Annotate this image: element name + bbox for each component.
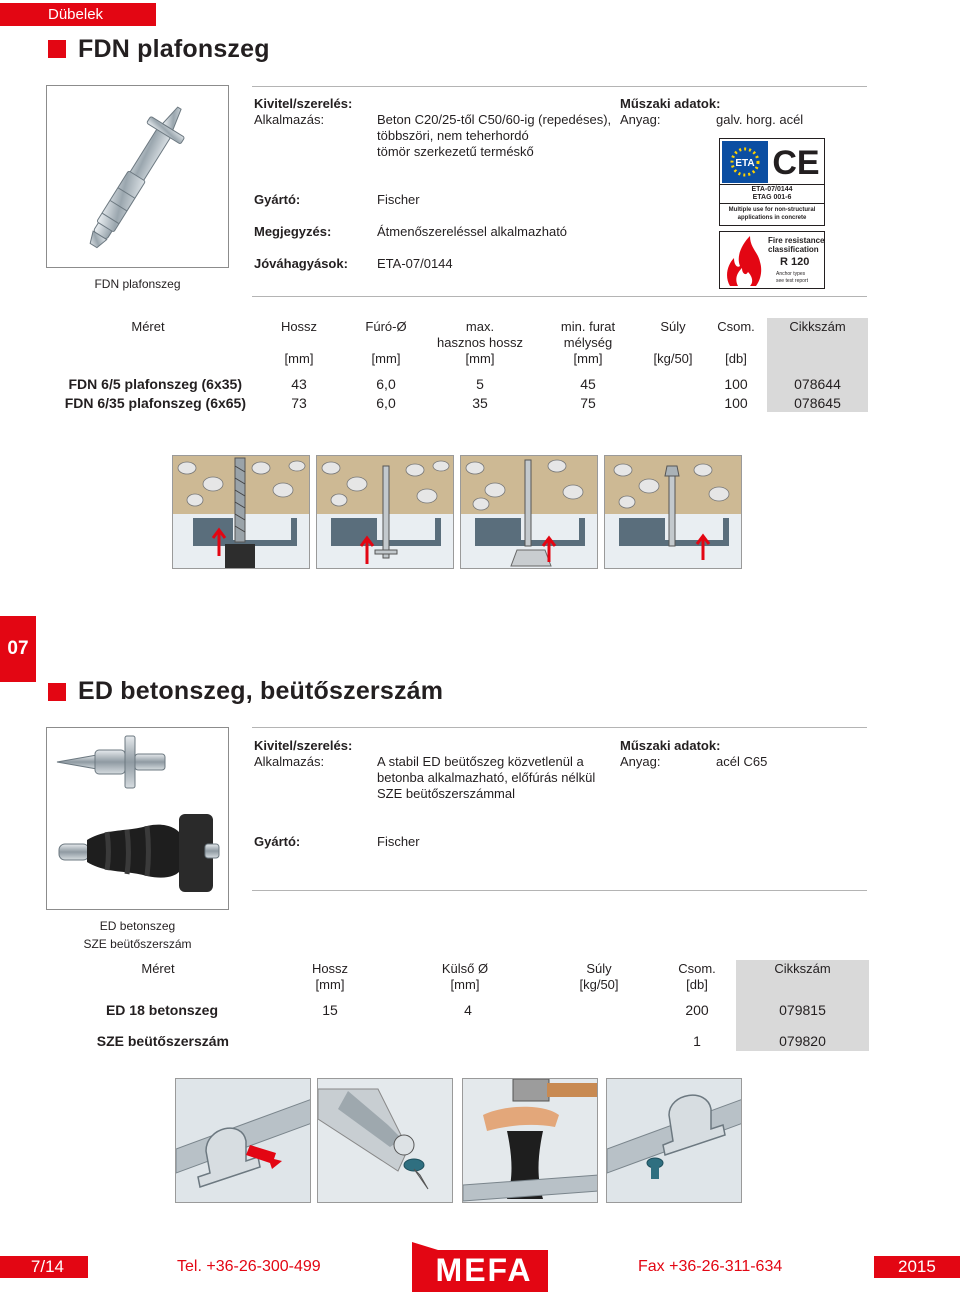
ed-row-1-name: ED 18 betonszeg — [105, 1002, 218, 1018]
ed-application-label: Alkalmazás: — [254, 754, 325, 769]
footer-year: 2015 — [874, 1256, 960, 1278]
fdn-unit-hossz: [mm] — [284, 351, 314, 366]
ed-th-suly: Súly — [586, 961, 612, 976]
fdn-unit-csom: [db] — [725, 351, 747, 366]
ed-step-2-insert-nail — [317, 1078, 453, 1203]
fdn-product-image — [46, 85, 229, 268]
ed-th-csom: Csom. — [678, 961, 716, 976]
fdn-row-2-cikk: 078645 — [794, 395, 841, 411]
ed-step-4-finished — [606, 1078, 742, 1203]
fdn-approvals-value: ETA-07/0144 — [377, 256, 453, 271]
fdn-material-label: Anyag: — [620, 112, 661, 127]
fdn-step-4-finished — [604, 455, 742, 569]
ed-bottom-rule — [252, 890, 867, 891]
ed-install-label: Kivitel/szerelés: — [254, 738, 353, 753]
fdn-section-title: FDN plafonszeg — [78, 35, 270, 63]
fdn-top-rule — [252, 86, 867, 87]
ed-unit-csom: [db] — [686, 977, 708, 992]
fdn-th-csom: Csom. — [717, 319, 755, 334]
footer-phone: Tel. +36-26-300-499 — [177, 1258, 321, 1275]
fdn-application-label: Alkalmazás: — [254, 112, 325, 127]
ed-th-kulso: Külső Ø — [441, 961, 489, 976]
ed-application-line-1: A stabil ED beütőszeg közvetlenül a — [377, 754, 584, 769]
fdn-row-2-furo: 6,0 — [376, 395, 396, 411]
fire-note-line-1: Anchor types — [776, 271, 806, 277]
fdn-th-furo: Fúró-Ø — [365, 319, 407, 334]
multi-use-line-2: applications in concrete — [737, 215, 807, 221]
fdn-note-label: Megjegyzés: — [254, 224, 332, 239]
multi-use-line-1: Multiple use for non-structural — [728, 207, 816, 213]
fdn-th-hossz: Hossz — [280, 319, 318, 334]
fdn-step-2-insert — [316, 455, 454, 569]
ed-row-1-cikk: 079815 — [779, 1002, 826, 1018]
fdn-th-min-2: mélység — [563, 335, 613, 350]
ed-manufacturer-label: Gyártó: — [254, 834, 301, 849]
fdn-row-2-name: FDN 6/35 plafonszeg (6x65) — [64, 395, 246, 411]
ed-th-cikk: Cikkszám — [774, 961, 831, 976]
fdn-note-value: Átmenőszereléssel alkalmazható — [377, 224, 568, 239]
fdn-bottom-rule — [252, 296, 867, 297]
fdn-image-caption: FDN plafonszeg — [94, 277, 181, 291]
fdn-unit-min: [mm] — [573, 351, 603, 366]
ed-row-2-name: SZE beütőszerszám — [96, 1033, 229, 1049]
ed-section-title: ED betonszeg, beütőszerszám — [78, 677, 444, 705]
fdn-th-max-1: max. — [465, 319, 495, 334]
fdn-manufacturer-value: Fischer — [377, 192, 420, 207]
ed-unit-kulso: [mm] — [450, 977, 480, 992]
fire-title-line-1: Fire resistance — [768, 236, 825, 245]
fdn-application-line-2: többszöri, nem teherhordó — [377, 128, 529, 143]
ed-row-2-cikk: 079820 — [779, 1033, 826, 1049]
category-tab: Dübelek — [0, 3, 156, 26]
eta-code: ETA-07/0144 — [751, 186, 793, 193]
ed-row-1-kulso: 4 — [464, 1002, 472, 1018]
section-marker — [48, 40, 66, 58]
fdn-row-2-csom: 100 — [724, 395, 748, 411]
fire-class: R 120 — [780, 256, 810, 268]
chapter-side-tab: 07 — [0, 616, 36, 682]
ed-top-rule — [252, 727, 867, 728]
fdn-row-1-hossz: 43 — [291, 376, 307, 392]
fdn-step-1-drill — [172, 455, 310, 569]
svg-text:ETA: ETA — [735, 158, 755, 169]
ed-step-1-position-clip — [175, 1078, 311, 1203]
fdn-row-2-min: 75 — [580, 395, 596, 411]
fdn-tech-label: Műszaki adatok: — [620, 96, 721, 111]
fdn-row-1-max: 5 — [476, 376, 484, 392]
ed-row-1-csom: 200 — [685, 1002, 709, 1018]
footer-fax: Fax +36-26-311-634 — [638, 1258, 783, 1275]
ed-unit-suly: [kg/50] — [579, 977, 619, 992]
svg-text:CE: CE — [772, 144, 820, 182]
fdn-install-label: Kivitel/szerelés: — [254, 96, 353, 111]
eta-ce-badge — [719, 138, 825, 226]
fdn-unit-max: [mm] — [465, 351, 495, 366]
fdn-th-max-2: hasznos hossz — [437, 335, 523, 350]
fire-title-line-2: classification — [768, 245, 819, 254]
ed-th-hossz: Hossz — [311, 961, 349, 976]
fdn-anchor-illustration — [47, 86, 228, 267]
fdn-row-1-furo: 6,0 — [376, 376, 396, 392]
fdn-row-1-name: FDN 6/5 plafonszeg (6x35) — [68, 376, 242, 392]
fire-resistance-badge — [719, 231, 825, 289]
ed-application-line-3: SZE beütőszerszámmal — [377, 786, 515, 801]
fdn-unit-furo: [mm] — [371, 351, 401, 366]
ed-tech-label: Műszaki adatok: — [620, 738, 721, 753]
ed-row-2-csom: 1 — [693, 1033, 701, 1049]
flame-icon — [722, 232, 768, 288]
ed-th-meret: Méret — [141, 961, 175, 976]
ed-unit-hossz: [mm] — [315, 977, 345, 992]
fdn-row-1-cikk: 078644 — [794, 376, 841, 392]
ed-manufacturer-value: Fischer — [377, 834, 420, 849]
fdn-row-2-max: 35 — [472, 395, 488, 411]
ed-row-1-hossz: 15 — [322, 1002, 338, 1018]
fdn-application-line-1: Beton C20/25-től C50/60-ig (repedéses), — [377, 112, 612, 127]
ed-material-value: acél C65 — [716, 754, 768, 769]
ed-product-image — [46, 727, 229, 910]
fdn-manufacturer-label: Gyártó: — [254, 192, 301, 207]
mefa-logo — [412, 1242, 548, 1292]
fdn-row-1-min: 45 — [580, 376, 596, 392]
ed-material-label: Anyag: — [620, 754, 661, 769]
fdn-step-3-hammer — [460, 455, 598, 569]
fdn-th-cikk: Cikkszám — [789, 319, 846, 334]
ed-image-caption-line-1: ED betonszeg — [99, 919, 176, 933]
fdn-approvals-label: Jóváhagyások: — [254, 256, 348, 271]
fdn-row-1-csom: 100 — [724, 376, 748, 392]
fire-note-line-2: see test report — [776, 278, 808, 284]
ed-nail-and-tool-illustration — [47, 728, 228, 909]
fdn-th-min-1: min. furat — [560, 319, 616, 334]
ed-application-line-2: betonba alkalmazható, előfúrás nélkül — [377, 770, 596, 785]
fdn-th-meret: Méret — [131, 319, 165, 334]
page-number: 7/14 — [0, 1256, 88, 1278]
ed-image-caption-line-2: SZE beütőszerszám — [83, 937, 192, 951]
section-marker — [48, 683, 66, 701]
fdn-unit-suly: [kg/50] — [653, 351, 693, 366]
fdn-row-2-hossz: 73 — [291, 395, 307, 411]
etag-code: ETAG 001-6 — [752, 194, 792, 201]
fdn-application-line-3: tömör szerkezetű terméskő — [377, 144, 534, 159]
mefa-logo-text: MEFA — [435, 1252, 533, 1288]
fdn-th-suly: Súly — [660, 319, 686, 334]
ed-step-3-hammer-in — [462, 1078, 598, 1203]
fdn-material-value: galv. horg. acél — [716, 112, 804, 127]
